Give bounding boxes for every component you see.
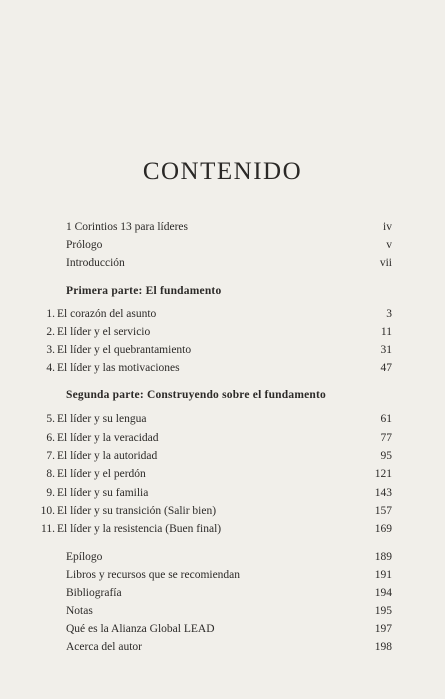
toc-entry-label: Libros y recursos que se recomiendan: [66, 569, 241, 581]
chapter-page: 11: [380, 326, 392, 338]
chapter-title: El líder y su familia: [57, 487, 149, 499]
chapter-title: El líder y la resistencia (Buen final): [57, 523, 222, 535]
chapter-title: El líder y el perdón: [57, 468, 146, 480]
toc-entry-page: 194: [374, 587, 392, 599]
chapter-page: 47: [380, 362, 392, 374]
toc-entry-label: Bibliografía: [66, 587, 122, 599]
toc-entry-label: 1 Corintios 13 para líderes: [66, 221, 189, 233]
toc-chapter: [0, 341, 445, 359]
chapter-title: El líder y las motivaciones: [57, 362, 180, 374]
chapter-number: 10.: [40, 505, 55, 517]
chapter-number: 2.: [46, 326, 55, 338]
chapter-number: 9.: [46, 487, 55, 499]
toc-chapter: [0, 447, 445, 465]
chapter-number: 4.: [46, 362, 55, 374]
chapter-page: 31: [380, 344, 392, 356]
toc-entry-page: 191: [374, 569, 392, 581]
toc-entry-page: v: [386, 239, 392, 251]
toc-entry: [0, 254, 445, 272]
toc-entry-label: Epílogo: [66, 551, 103, 563]
chapter-number: 8.: [46, 468, 55, 480]
chapter-number: 3.: [46, 344, 55, 356]
toc-chapter: [0, 429, 445, 447]
chapter-title: El líder y su lengua: [57, 413, 147, 425]
chapter-page: 143: [374, 487, 392, 499]
chapter-title: El líder y la veracidad: [57, 432, 159, 444]
part-heading: Primera parte: El fundamento: [66, 285, 222, 297]
part-heading: Segunda parte: Construyendo sobre el fundamento: [66, 389, 326, 401]
toc-entry: [0, 566, 445, 584]
toc-entry: [0, 548, 445, 566]
toc-entry: [0, 602, 445, 620]
toc-chapter: [0, 323, 445, 341]
toc-entry-page: 195: [374, 605, 392, 617]
toc-entry: [0, 638, 445, 656]
chapter-number: 1.: [46, 308, 55, 320]
toc-entry-label: Acerca del autor: [66, 641, 142, 653]
chapter-number: 11.: [41, 523, 55, 535]
toc-entry-label: Qué es la Alianza Global LEAD: [66, 623, 215, 635]
chapter-title: El corazón del asunto: [57, 308, 157, 320]
toc-chapter: [0, 465, 445, 483]
toc-chapter: [0, 359, 445, 377]
chapter-title: El líder y el servicio: [57, 326, 151, 338]
toc-entry-label: Notas: [66, 605, 93, 617]
chapter-page: 169: [374, 523, 392, 535]
chapter-number: 6.: [46, 432, 55, 444]
chapter-page: 77: [380, 432, 392, 444]
toc-entry: [0, 620, 445, 638]
toc-entry-page: vii: [379, 257, 392, 269]
toc-chapter: [0, 520, 445, 538]
chapter-number: 7.: [46, 450, 55, 462]
page-title: CONTENIDO: [142, 158, 303, 185]
toc-entry-page: 189: [374, 551, 392, 563]
chapter-title: El líder y la autoridad: [57, 450, 158, 462]
toc-chapter: [0, 502, 445, 520]
toc-chapter: [0, 410, 445, 428]
toc-entry-page: 198: [374, 641, 392, 653]
chapter-page: 121: [374, 468, 392, 480]
chapter-page: 95: [380, 450, 392, 462]
toc-entry-page: 197: [374, 623, 392, 635]
chapter-page: 61: [380, 413, 392, 425]
chapter-title: El líder y el quebrantamiento: [57, 344, 192, 356]
toc-entry: [0, 584, 445, 602]
toc-entry-page: iv: [383, 221, 392, 233]
chapter-number: 5.: [46, 413, 55, 425]
toc-entry: [0, 236, 445, 254]
toc-entry-label: Prólogo: [66, 239, 103, 251]
chapter-page: 3: [386, 308, 392, 320]
toc-chapter: [0, 305, 445, 323]
toc-chapter: [0, 484, 445, 502]
chapter-page: 157: [374, 505, 392, 517]
chapter-title: El líder y su transición (Salir bien): [57, 505, 217, 517]
toc-entry: [0, 218, 445, 236]
toc-entry-label: Introducción: [66, 257, 125, 269]
